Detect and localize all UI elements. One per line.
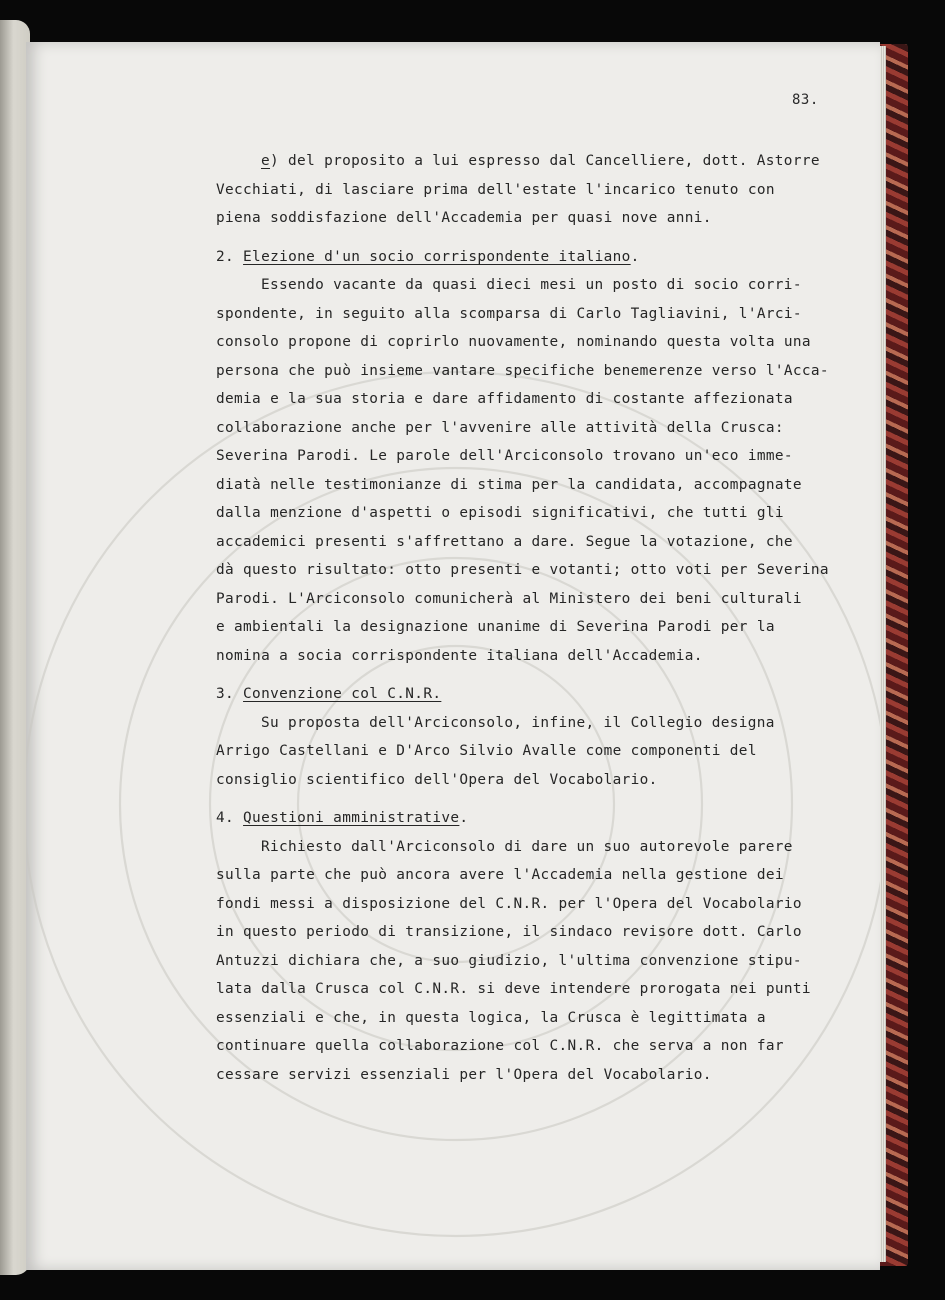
text-line <box>261 153 820 169</box>
text-segment: e ambientali la designazione unanime di Severina Parodi per la <box>216 619 775 635</box>
text-line <box>216 772 658 788</box>
text-line <box>216 477 802 493</box>
text-line <box>216 1010 766 1026</box>
text-segment: lata dalla Crusca col C.N.R. si deve intendere prorogata nei punti <box>216 981 811 997</box>
text-line <box>216 648 703 664</box>
text-line <box>216 391 793 407</box>
text-segment: sulla parte che può ancora avere l'Accademia nella gestione dei <box>216 867 784 883</box>
text-segment: fondi messi a disposizione del C.N.R. per l'Opera del Vocabolario <box>216 895 802 912</box>
text-segment: dà questo risultato: otto presenti e votanti; otto voti per Severina <box>216 562 829 578</box>
text-segment: . <box>630 248 640 265</box>
text-segment: 3. <box>216 686 244 702</box>
text-segment: piena soddisfazione dell'Accademia per quasi nove anni. <box>216 210 712 226</box>
text-line <box>216 562 829 578</box>
text-line <box>216 505 784 521</box>
text-line <box>216 981 811 997</box>
text-line <box>216 896 802 912</box>
text-segment: Severina Parodi. Le parole dell'Arciconsolo trovano un'eco imme- <box>216 448 793 464</box>
text-segment: dalla menzione d'aspetti o episodi significativi, che tutti gli <box>216 505 784 521</box>
text-segment: . <box>459 810 469 826</box>
text-line <box>261 277 802 293</box>
text-segment: accademici presenti s'affrettano a dare. Segue la votazione, che <box>216 533 793 550</box>
page-number: 83. <box>792 92 819 108</box>
text-line <box>216 867 784 883</box>
text-segment: Parodi. L'Arciconsolo comunicherà al Ministero dei beni culturali <box>216 590 802 607</box>
text-segment: Vecchiati, di lasciare prima dell'estate l'incarico tenuto con <box>216 181 775 198</box>
text-segment: spondente, in seguito alla scomparsa di Carlo Tagliavini, l'Arci- <box>216 305 802 322</box>
text-line <box>216 1038 784 1054</box>
text-segment: collaborazione anche per l'avvenire alle attività della Crusca: <box>216 419 784 436</box>
underlined-text: Questioni amministrative <box>243 810 460 826</box>
text-segment: 2. <box>216 248 244 265</box>
section-heading <box>216 810 468 826</box>
text-line <box>261 839 793 855</box>
text-segment: essenziali e che, in questa logica, la Crusca è legittimata a <box>216 1009 766 1026</box>
text-segment: Richiesto dall'Arciconsolo di dare un suo autorevole parere <box>261 838 793 855</box>
text-line <box>216 619 775 635</box>
text-line <box>216 448 793 464</box>
text-segment: continuare quella collaborazione col C.N.R. che serva a non far <box>216 1038 784 1054</box>
text-line <box>216 743 757 759</box>
text-line <box>216 953 802 969</box>
underlined-text: e <box>261 153 271 169</box>
text-segment: in questo periodo di transizione, il sindaco revisore dott. Carlo <box>216 924 802 940</box>
text-segment: diatà nelle testimonianze di stima per la candidata, accompagnate <box>216 476 802 493</box>
text-line <box>216 591 802 607</box>
text-segment: Arrigo Castellani e D'Arco Silvio Avalle come componenti del <box>216 743 757 759</box>
text-line <box>216 182 775 198</box>
text-segment: Su proposta dell'Arciconsolo, infine, il Collegio designa <box>261 714 775 731</box>
text-line <box>216 334 811 350</box>
text-line <box>216 1067 712 1083</box>
text-line <box>216 210 712 226</box>
text-line <box>216 363 829 379</box>
document-page <box>26 42 880 1270</box>
text-line <box>216 306 802 322</box>
text-segment: persona che può insieme vantare specifiche benemerenze verso l'Acca- <box>216 362 829 379</box>
text-line <box>216 924 802 940</box>
section-heading <box>216 249 640 265</box>
text-line <box>261 715 775 731</box>
text-segment: consiglio scientifico dell'Opera del Vocabolario. <box>216 771 658 788</box>
text-line <box>216 534 793 550</box>
text-segment: 4. <box>216 810 244 826</box>
text-segment: Antuzzi dichiara che, a suo giudizio, l'ultima convenzione stipu- <box>216 952 802 969</box>
text-segment: demia e la sua storia e dare affidamento di costante affezionata <box>216 391 793 407</box>
underlined-text: Convenzione col C.N.R. <box>243 686 442 702</box>
text-segment: cessare servizi essenziali per l'Opera del Vocabolario. <box>216 1066 712 1083</box>
text-segment: nomina a socia corrispondente italiana dell'Accademia. <box>216 647 703 664</box>
text-segment: ) del proposito a lui espresso dal Cancelliere, dott. Astorre <box>270 153 820 169</box>
text-segment: consolo propone di coprirlo nuovamente, nominando questa volta una <box>216 334 811 350</box>
text-segment: Essendo vacante da quasi dieci mesi un posto di socio corri- <box>261 277 802 293</box>
underlined-text: Elezione d'un socio corrispondente italiano <box>243 248 631 265</box>
section-heading <box>216 686 441 702</box>
text-line <box>216 420 784 436</box>
